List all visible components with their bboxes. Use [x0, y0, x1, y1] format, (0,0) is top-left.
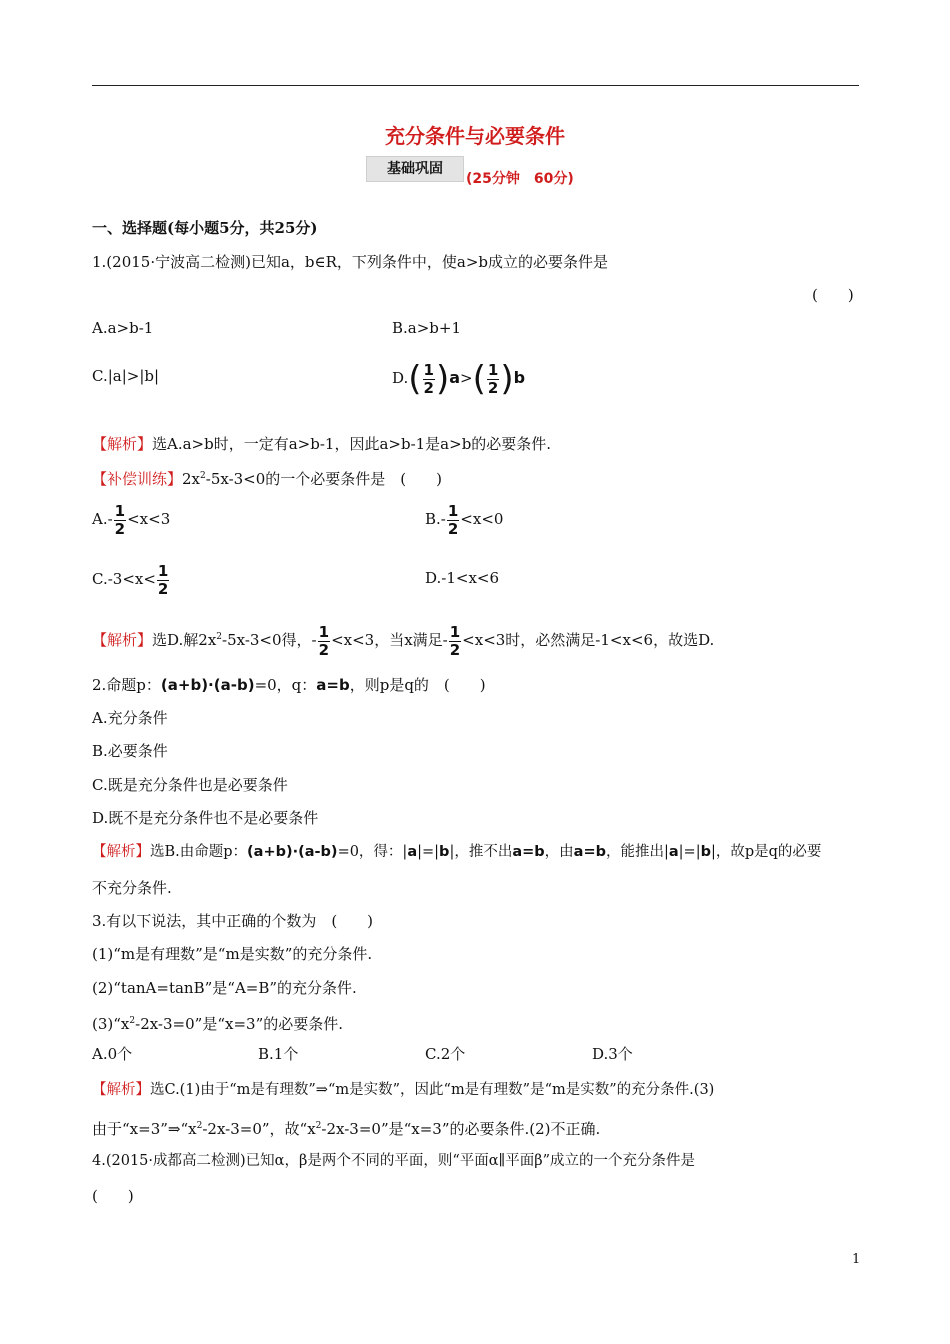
time-score: (25分钟 60分): [466, 171, 574, 187]
header-rule: [92, 85, 859, 86]
q3-statement-3: $(3)“x^2-2x-3=0$”是“x=3”的必要条件.: [92, 1015, 344, 1033]
q2-option-c: C.既是充分条件也是必要条件: [92, 776, 288, 794]
fraction: $\frac{1}{2}$: [487, 360, 499, 397]
q1-option-c: C.|a|>|b|: [92, 367, 160, 385]
supp-option-b: B.- $\frac{1}{2}$ <x<0: [425, 501, 504, 538]
q1-d-power-b: ( $\frac{1}{2}$ )b: [472, 359, 526, 399]
q2-option-b: B.必要条件: [92, 742, 168, 760]
supp-analysis: 【解析】选D.解$2x^2-5x-3<0$得，- $\frac{1}{2}$ <x<3，当x满足- $\frac{1}{2}$ <x<3时，必然满足-1<x<6，故选D.: [92, 622, 715, 659]
q1-option-a: A.a>b-1: [92, 319, 154, 337]
q4-answer-paren: ( ): [92, 1187, 134, 1205]
analysis-tag: 【解析】: [92, 631, 153, 649]
q1-supplement: 【补偿训练】$2x^2-5x-3<0$的一个必要条件是 ( ): [92, 470, 443, 488]
q1-analysis: 【解析】选A.a>b时，一定有a>b-1，因此a>b-1是a>b的必要条件.: [92, 435, 552, 453]
q1-option-d: [392, 356, 525, 401]
analysis-tag: 【解析】: [92, 1082, 150, 1098]
supp-option-d: D.-1<x<6: [425, 569, 500, 587]
q2-analysis-cont: 不充分条件.: [92, 879, 172, 897]
section-heading: 一、选择题(每小题5分，共25分): [92, 219, 318, 237]
supp-option-a: A.- $\frac{1}{2}$ <x<3: [92, 501, 171, 538]
analysis-tag: 【解析】: [92, 435, 153, 453]
section-badge: 基础巩固: [366, 156, 464, 182]
q1-d-prefix: D.: [392, 369, 409, 387]
q3-option-c: C.2个: [425, 1045, 466, 1063]
q1-stem: 1.(2015·宁波高二检测)已知a，b∈R，下列条件中，使a>b成立的必要条件是: [92, 253, 609, 271]
q2-option-a: A.充分条件: [92, 709, 168, 727]
supplement-tag: 【补偿训练】: [92, 470, 183, 488]
q4-stem: 4.(2015·成都高二检测)已知α，β是两个不同的平面，则“平面α∥平面β”成立的一个充分条件是: [92, 1153, 696, 1169]
q3-option-b: B.1个: [258, 1045, 299, 1063]
page-title: 充分条件与必要条件: [385, 124, 565, 148]
fraction: $\frac{1}{2}$: [423, 360, 434, 397]
q1-answer-paren: ( ): [812, 286, 854, 304]
q3-stem: 3.有以下说法，其中正确的个数为 ( ): [92, 912, 374, 930]
q3-option-a: A.0个: [92, 1045, 133, 1063]
q3-statement-1: (1)“m是有理数”是“m是实数”的充分条件.: [92, 945, 373, 963]
analysis-tag: 【解析】: [92, 844, 150, 860]
q2-option-d: D.既不是充分条件也不是必要条件: [92, 809, 319, 827]
supp-option-c: C.-3<x< $\frac{1}{2}$: [92, 561, 169, 598]
q3-analysis: 【解析】选C.(1)由于“m是有理数”⇒“m是实数”，因此“m是有理数”是“m是实数”的充分条件.(3): [92, 1082, 715, 1098]
q3-analysis-cont: 由于“$x=3”\Rightarrow“x^2-2x-3=0$”，故“$x^2-2x-3=0$”是“x=3”的必要条件.(2)不正确.: [92, 1120, 601, 1138]
q3-option-d: D.3个: [592, 1045, 633, 1063]
q1-option-b: B.a>b+1: [392, 319, 462, 337]
page-number: 1: [852, 1252, 861, 1267]
q2-stem: 2.命题p：(a+b)·(a-b)=0，q：a=b，则p是q的 ( ): [92, 676, 486, 694]
q1-d-power-a: ( $\frac{1}{2}$ )a: [408, 359, 461, 399]
q1-d-gt: >: [460, 369, 473, 387]
q2-analysis: 【解析】选B.由命题p：(a+b)·(a-b)=0，得：|a|=|b|，推不出a=b，由a=b，能推出|a|=|b|，故p是q的必要: [92, 844, 822, 860]
q3-statement-2: (2)“tanA=tanB”是“A=B”的充分条件.: [92, 979, 357, 997]
